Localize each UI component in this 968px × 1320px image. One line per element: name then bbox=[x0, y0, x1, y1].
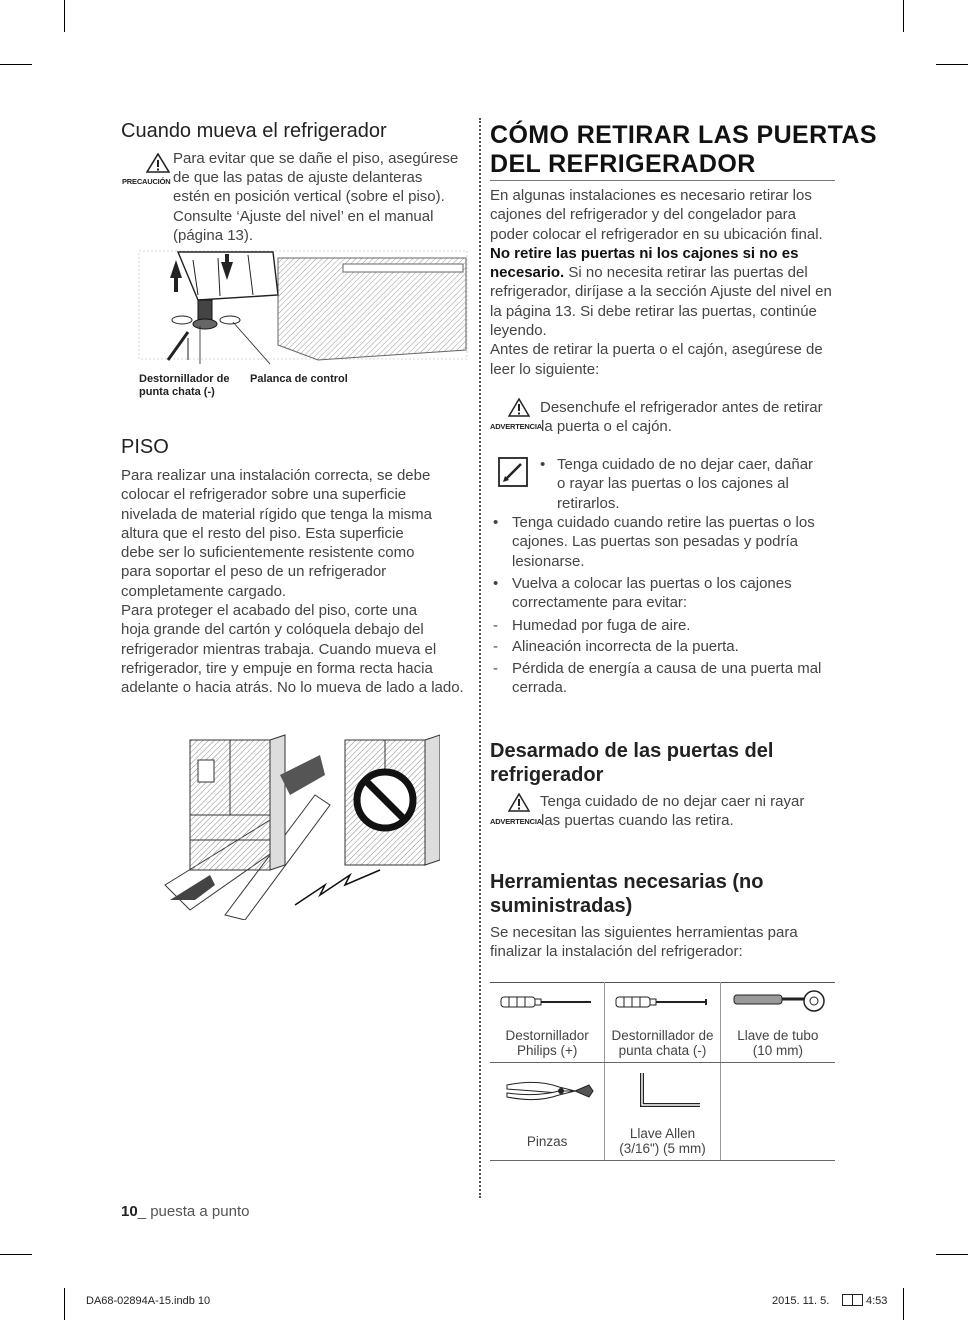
crop-mark bbox=[936, 64, 968, 65]
dash: - bbox=[493, 638, 498, 655]
main-heading: CÓMO RETIRAR LAS PUERTAS DEL REFRIGERADOR bbox=[490, 121, 877, 178]
heading-rule bbox=[490, 180, 835, 181]
empty-cell bbox=[720, 1063, 835, 1123]
leveling-leg-illustration bbox=[138, 250, 468, 365]
warning-text: la puerta o el cajón. bbox=[541, 418, 672, 435]
fridge-moving-illustration bbox=[150, 725, 440, 920]
tools-intro: Se necesitan las siguientes herramientas para finalizar la instalación del refrigerador: bbox=[490, 924, 798, 961]
allen-key-icon bbox=[605, 1063, 720, 1123]
crop-mark bbox=[903, 1288, 904, 1320]
tool-label-phillips: Destornillador Philips (+) bbox=[490, 1025, 605, 1063]
bullet-text: Vuelva a colocar las puertas o los cajones correctamente para evitar: bbox=[512, 575, 792, 612]
tools-heading: Herramientas necesarias (no suministradas) bbox=[490, 871, 764, 917]
tool-label-socket: Llave de tubo (10 mm) bbox=[720, 1025, 835, 1063]
print-time: 4:53 bbox=[866, 1295, 888, 1307]
warning-label: ADVERTENCIA bbox=[490, 817, 542, 826]
floor-text: Para realizar una instalación correcta, se debe colocar el refrigerador sobre una superficie nivelada de material rígido que tenga la misma altura que el resto del piso. Esta superficie debe ser lo suficientemente resistente como para soportar el peso de un refrigerador completamente cargado. Para proteger el acabado del piso, corte una hoja grande del cartón y colóquela debajo del refrigerador mientras trabaja. Cuando mueva el refrigerador, tire y empuje en forma recta hacia adelante o hacia atrás. No lo mueva de lado a lado. bbox=[121, 467, 464, 697]
note-bullet: • bbox=[540, 456, 546, 473]
box-glyph bbox=[852, 1294, 863, 1306]
caution-text: de que las patas de ajuste delanteras estén en posición vertical (sobre el piso). Consulte ‘Ajuste del nivel’ en el manual (página 13). bbox=[173, 169, 445, 244]
label-control-lever: Palanca de control bbox=[250, 373, 348, 385]
tool-label-allen: Llave Allen (3/16") (5 mm) bbox=[605, 1123, 720, 1161]
label-screwdriver: Destornillador de punta chata (-) bbox=[139, 373, 230, 398]
warning-label: ADVERTENCIA bbox=[490, 422, 542, 431]
caution-icon bbox=[146, 153, 170, 173]
empty-cell bbox=[720, 1123, 835, 1161]
bullet: • bbox=[493, 514, 499, 531]
tool-label-pliers: Pinzas bbox=[490, 1123, 605, 1161]
tool-label-flat: Destornillador de punta chata (-) bbox=[605, 1025, 720, 1063]
crop-mark bbox=[0, 64, 32, 65]
page-number: 10_ puesta a punto bbox=[121, 1203, 250, 1220]
moving-heading: Cuando mueva el refrigerador bbox=[121, 120, 387, 142]
floor-heading: PISO bbox=[121, 436, 169, 458]
disassembly-heading: Desarmado de las puertas del refrigerador bbox=[490, 740, 774, 786]
warning-icon bbox=[508, 398, 530, 417]
phillips-screwdriver-icon bbox=[490, 983, 605, 1025]
tools-table bbox=[490, 982, 835, 1161]
crop-mark bbox=[64, 0, 65, 32]
caution-text: Para evitar que se dañe el piso, asegúrese bbox=[173, 150, 459, 167]
warning-icon bbox=[508, 793, 530, 812]
dash-item: Pérdida de energía a causa de una puerta mal cerrada. bbox=[512, 660, 822, 697]
dash: - bbox=[493, 660, 498, 677]
flat-screwdriver-icon bbox=[605, 983, 720, 1025]
note-bullet-text: Tenga cuidado de no dejar caer, dañar o rayar las puertas o los cajones al retirarlos. bbox=[557, 456, 814, 512]
warning-text: Desenchufe el refrigerador antes de retirar bbox=[540, 399, 823, 416]
bullet: • bbox=[493, 575, 499, 592]
dash: - bbox=[493, 617, 498, 634]
caution-label: PRECAUCIÓN bbox=[122, 177, 171, 186]
crop-mark bbox=[903, 0, 904, 32]
dash-item: Alineación incorrecta de la puerta. bbox=[512, 638, 739, 655]
pliers-icon bbox=[490, 1063, 605, 1123]
note-icon bbox=[497, 456, 529, 488]
crop-mark bbox=[64, 1288, 65, 1320]
print-date: 2015. 11. 5. bbox=[772, 1295, 830, 1307]
bullet-text: Tenga cuidado cuando retire las puertas o los cajones. Las puertas son pesadas y podría lesionarse. bbox=[512, 514, 815, 570]
print-file-name: DA68-02894A-15.indb 10 bbox=[86, 1295, 211, 1307]
intro-text: En algunas instalaciones es necesario retirar los cajones del refrigerador y del congelador para poder colocar el refrigerador en su ubicación final. No retire las puertas ni los cajones si no es necesario. Si no necesita retirar las puertas del refrigerador, diríjase a la sección Ajuste del nivel en la página 13. Si debe retirar las puertas, continúe leyendo. Antes de retirar la puerta o el cajón, asegúrese de leer lo siguiente: bbox=[490, 187, 832, 378]
socket-wrench-icon bbox=[720, 983, 835, 1025]
dash-item: Humedad por fuga de aire. bbox=[512, 617, 691, 634]
crop-mark bbox=[936, 1254, 968, 1255]
column-separator bbox=[479, 118, 481, 1198]
crop-mark bbox=[0, 1254, 32, 1255]
warning-text: Tenga cuidado de no dejar caer ni rayar bbox=[540, 793, 805, 810]
warning-text: las puertas cuando las retira. bbox=[541, 812, 734, 829]
